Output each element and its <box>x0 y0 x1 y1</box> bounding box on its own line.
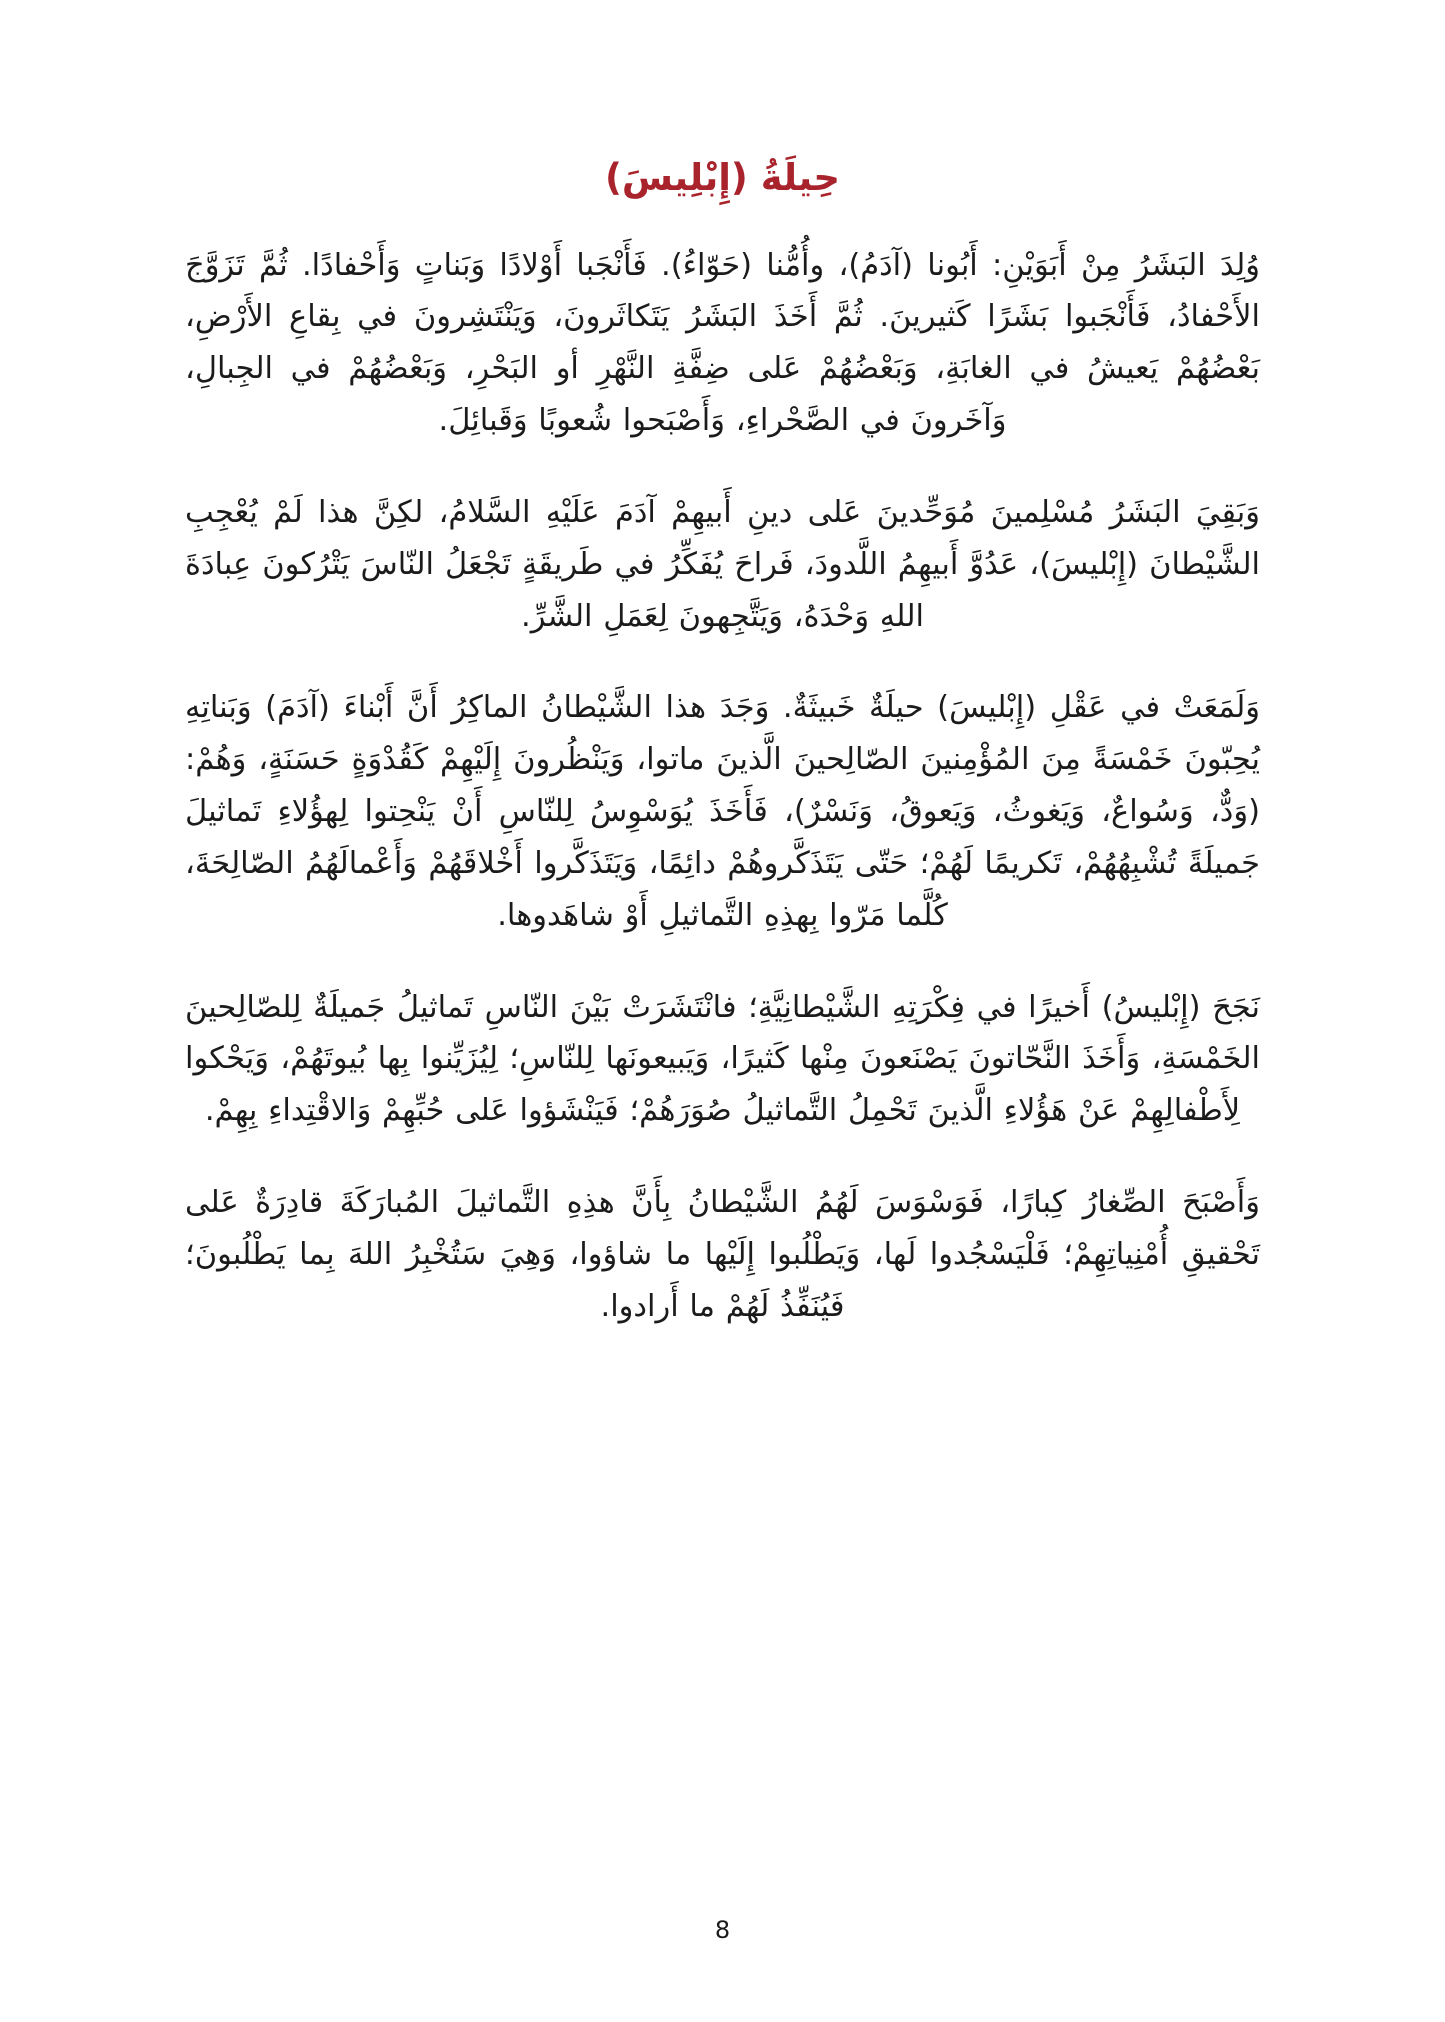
paragraph-5: وَأَصْبَحَ الصِّغارُ كِبارًا، فَوَسْوَسَ لَهُمُ الشَّيْطانُ بِأَنَّ هذِهِ التَّماثيلَ المُبارَكَةَ قادِرَةٌ عَلى تَحْقيقِ أُمْنِياتِهِمْ؛ فَلْيَسْجُدوا لَها، وَيَطْلُبوا إِلَيْها ما شاؤوا، وَهِيَ سَتُخْبِرُ اللهَ بِما يَطْلُبونَ؛ فَيُنَفِّذُ لَهُمْ ما أَرادوا. <box>185 1185 1260 1324</box>
page-title: حِيلَةُ (إِبْلِيسَ) <box>604 156 841 199</box>
paragraph-3: وَلَمَعَتْ في عَقْلِ (إِبْليسَ) حيلَةٌ خَبيثَةٌ. وَجَدَ هذا الشَّيْطانُ الماكِرُ أَنَّ أَبْناءَ (آدَمَ) وَبَناتِهِ يُحِبّونَ خَمْسَةً مِنَ المُؤْمِنينَ الصّالِحينَ الَّذينَ ماتوا، وَيَنْظُرونَ إِلَيْهِمْ كَقُدْوَةٍ حَسَنَةٍ، وَهُمْ: (وَدٌّ، وَسُواعٌ، وَيَغوثُ، وَيَعوقُ، وَنَسْرٌ)، فَأَخَذَ يُوَسْوِسُ لِلنّاسِ أَنْ يَنْحِتوا لِهؤُلاءِ تَماثيلَ جَميلَةً تُشْبِهُهُمْ، تَكريمًا لَهُمْ؛ حَتّى يَتَذَكَّروهُمْ دائِمًا، وَيَتَذَكَّروا أَخْلاقَهُمْ وَأَعْمالَهُمُ الصّالِحَةَ، كُلَّما مَرّوا بِهذِهِ التَّماثيلِ أَوْ شاهَدوها. <box>185 690 1260 933</box>
page-number: 8 <box>714 1916 731 1944</box>
body-text <box>185 240 1260 1333</box>
paragraph-4: نَجَحَ (إِبْليسُ) أَخيرًا في فِكْرَتِهِ الشَّيْطانِيَّةِ؛ فانْتَشَرَتْ بَيْنَ النّاسِ تَماثيلُ جَميلَةٌ لِلصّالِحينَ الخَمْسَةِ، وَأَخَذَ النَّحّاتونَ يَصْنَعونَ مِنْها كَثيرًا، وَيَبيعونَها لِلنّاسِ؛ لِيُزَيِّنوا بِها بُيوتَهُمْ، وَيَحْكوا لِأَطْفالِهِمْ عَنْ هَؤُلاءِ الَّذينَ تَحْمِلُ التَّماثيلُ صُوَرَهُمْ؛ فَيَنْشَؤوا عَلى حُبِّهِمْ وَالاقْتِداءِ بِهِمْ. <box>185 989 1260 1129</box>
paragraph-2: وَبَقِيَ البَشَرُ مُسْلِمينَ مُوَحِّدينَ عَلى دينِ أَبيهِمْ آدَمَ عَلَيْهِ السَّلامُ، لكِنَّ هذا لَمْ يُعْجِبِ الشَّيْطانَ (إِبْليسَ)، عَدُوَّ أَبيهِمُ اللَّدودَ، فَراحَ يُفَكِّرُ في طَريقَةٍ تَجْعَلُ النّاسَ يَتْرُكونَ عِبادَةَ اللهِ وَحْدَهُ، وَيَتَّجِهونَ لِعَمَلِ الشَّرِّ. <box>185 494 1260 634</box>
paragraph-1: وُلِدَ البَشَرُ مِنْ أَبَوَيْنِ: أَبُونا (آدَمُ)، وأُمُّنا (حَوّاءُ). فَأَنْجَبا أَوْلادًا وَبَناتٍ وَأَحْفادًا. ثُمَّ تَزَوَّجَ الأَحْفادُ، فَأَنْجَبوا بَشَرًا كَثيرينَ. ثُمَّ أَخَذَ البَشَرُ يَتَكاثَرونَ، وَيَنْتَشِرونَ في بِقاعِ الأَرْضِ، بَعْضُهُمْ يَعيشُ في الغابَةِ، وَبَعْضُهُمْ عَلى ضِفَّةِ النَّهْرِ أو البَحْرِ، وَبَعْضُهُمْ في الجِبالِ، وَآخَرونَ في الصَّحْراءِ، وَأَصْبَحوا شُعوبًا وَقَبائِلَ. <box>185 247 1260 439</box>
